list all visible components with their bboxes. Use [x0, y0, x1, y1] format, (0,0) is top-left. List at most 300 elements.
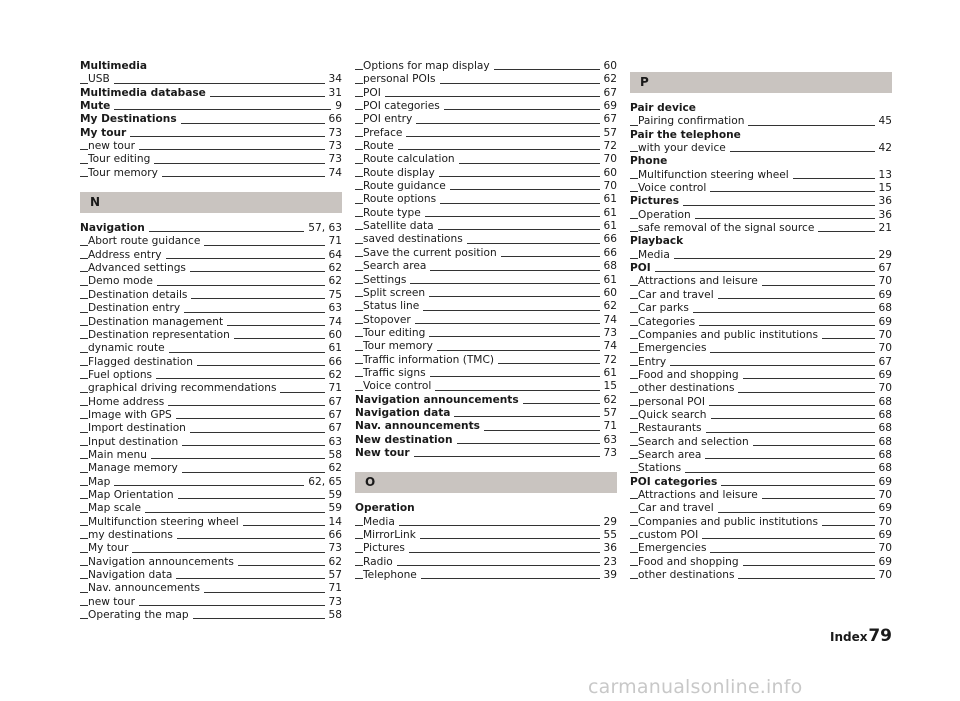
entry-term: Import destination [88, 422, 190, 435]
index-entry[interactable] [630, 262, 892, 275]
entry-term: POI categories [363, 100, 444, 113]
index-entry[interactable] [355, 354, 617, 367]
entry-page: 67 [325, 396, 342, 409]
entry-page: 69 [875, 289, 892, 302]
index-entry[interactable] [80, 569, 342, 582]
index-entry[interactable] [80, 356, 342, 369]
entry-term: Preface [363, 127, 406, 140]
entry-page: 68 [875, 409, 892, 422]
page-footer [810, 626, 892, 650]
index-entry[interactable] [355, 153, 617, 166]
index-entry[interactable] [355, 260, 617, 273]
index-entry[interactable] [630, 369, 892, 382]
index-entry[interactable] [80, 369, 342, 382]
entry-term: Stopover [363, 314, 415, 327]
entry-term: Quick search [638, 409, 711, 422]
entry-page: 72 [600, 354, 617, 367]
entry-term: Abort route guidance [88, 235, 204, 248]
watermark: carmanualsonline.info [588, 676, 803, 698]
entry-term: Traffic information (TMC) [363, 354, 498, 367]
entry-page: 69 [875, 502, 892, 515]
index-column-1 [80, 60, 342, 622]
entry-term: Restaurants [638, 422, 706, 435]
entry-term: Pair the telephone [630, 129, 745, 142]
entry-term: Multifunction steering wheel [88, 516, 243, 529]
index-entry[interactable] [355, 327, 617, 340]
entry-page: 61 [600, 274, 617, 287]
index-entry[interactable] [80, 422, 342, 435]
index-entry[interactable] [630, 396, 892, 409]
index-entry[interactable] [355, 542, 617, 555]
index-entry[interactable] [355, 127, 617, 140]
entry-page: 70 [875, 382, 892, 395]
index-entry[interactable] [630, 409, 892, 422]
index-entry[interactable] [80, 222, 342, 235]
entry-page: 69 [875, 556, 892, 569]
entry-term: personal POIs [363, 73, 440, 86]
entry-page: 62 [325, 462, 342, 475]
index-entry[interactable] [630, 129, 892, 142]
index-entry[interactable] [355, 100, 617, 113]
index-entry[interactable] [80, 60, 342, 73]
entry-page: 70 [875, 329, 892, 342]
entry-page: 66 [325, 529, 342, 542]
entry-term: New destination [355, 434, 457, 447]
entry-term: Search area [363, 260, 430, 273]
entry-term: Multifunction steering wheel [638, 169, 793, 182]
entry-term: new tour [88, 596, 139, 609]
entry-term: Nav. announcements [355, 420, 484, 433]
entry-page: 74 [325, 316, 342, 329]
entry-page: 57 [325, 569, 342, 582]
index-entry[interactable] [630, 235, 892, 248]
entry-page: 60 [600, 287, 617, 300]
index-entry[interactable] [355, 233, 617, 246]
index-entry[interactable] [80, 529, 342, 542]
entry-page: 59 [325, 489, 342, 502]
index-entry[interactable] [355, 420, 617, 433]
entry-page: 23 [600, 556, 617, 569]
entry-page: 13 [875, 169, 892, 182]
index-entry[interactable] [80, 476, 342, 489]
entry-term: other destinations [638, 569, 738, 582]
index-entry[interactable] [355, 140, 617, 153]
entry-page: 34 [325, 73, 342, 86]
entry-page: 68 [875, 449, 892, 462]
index-entry[interactable] [80, 302, 342, 315]
entry-page: 61 [600, 193, 617, 206]
entry-term: Route type [363, 207, 425, 220]
index-entry[interactable] [355, 193, 617, 206]
entry-term: Home address [88, 396, 168, 409]
entry-page: 21 [875, 222, 892, 235]
index-entry[interactable] [630, 182, 892, 195]
index-entry[interactable] [80, 87, 342, 100]
entry-page: 61 [325, 342, 342, 355]
entry-term: Operation [355, 502, 419, 515]
entry-page: 61 [600, 220, 617, 233]
index-entry[interactable] [355, 220, 617, 233]
entry-term: Address entry [88, 249, 166, 262]
entry-page: 69 [875, 476, 892, 489]
index-entry[interactable] [80, 502, 342, 515]
page-number: 79 [868, 626, 892, 646]
entry-page: 68 [875, 462, 892, 475]
leader-line [630, 271, 892, 272]
index-entry[interactable] [630, 222, 892, 235]
index-entry[interactable] [630, 529, 892, 542]
index-entry[interactable] [80, 100, 342, 113]
entry-term: Tour memory [363, 340, 437, 353]
index-entry[interactable] [355, 180, 617, 193]
entry-page: 36 [875, 195, 892, 208]
index-entry[interactable] [80, 596, 342, 609]
index-entry[interactable] [355, 247, 617, 260]
entry-page: 61 [600, 367, 617, 380]
index-entry[interactable] [630, 489, 892, 502]
entry-term: personal POI [638, 396, 709, 409]
entry-page: 73 [325, 140, 342, 153]
entry-term: Navigation data [355, 407, 454, 420]
index-entry[interactable] [80, 329, 342, 342]
entry-term: Companies and public institutions [638, 329, 822, 342]
entry-term: Route guidance [363, 180, 450, 193]
entry-term: Route calculation [363, 153, 459, 166]
entry-page: 70 [875, 275, 892, 288]
index-entry[interactable] [80, 542, 342, 555]
entry-term: Car and travel [638, 289, 718, 302]
index-entry[interactable] [630, 155, 892, 168]
index-entry[interactable] [630, 195, 892, 208]
entry-term: Split screen [363, 287, 429, 300]
entry-page: 70 [875, 569, 892, 582]
index-entry[interactable] [80, 275, 342, 288]
index-entry[interactable] [630, 115, 892, 128]
index-entry[interactable] [80, 167, 342, 180]
index-entry[interactable] [80, 249, 342, 262]
entry-page: 73 [325, 596, 342, 609]
index-entry[interactable] [80, 582, 342, 595]
entry-term: Pair device [630, 102, 700, 115]
entry-term: Media [638, 249, 674, 262]
entry-page: 62 [600, 73, 617, 86]
entry-page: 57 [600, 407, 617, 420]
entry-page: 39 [600, 569, 617, 582]
entry-page: 68 [875, 422, 892, 435]
leader-line [355, 96, 617, 97]
entry-page: 70 [600, 153, 617, 166]
index-entry[interactable] [80, 489, 342, 502]
entry-page: 29 [875, 249, 892, 262]
index-entry[interactable] [80, 396, 342, 409]
index-entry[interactable] [80, 556, 342, 569]
entry-page: 62 [325, 275, 342, 288]
entry-term: Search area [638, 449, 705, 462]
entry-page: 70 [875, 516, 892, 529]
index-entry[interactable] [355, 113, 617, 126]
index-entry[interactable] [630, 142, 892, 155]
entry-page: 66 [600, 247, 617, 260]
index-entry[interactable] [80, 609, 342, 622]
index-entry[interactable] [355, 380, 617, 393]
index-entry[interactable] [80, 113, 342, 126]
entry-page: 75 [325, 289, 342, 302]
index-entry[interactable] [630, 382, 892, 395]
index-entry[interactable] [630, 436, 892, 449]
index-entry[interactable] [630, 289, 892, 302]
index-entry[interactable] [355, 300, 617, 313]
index-entry[interactable] [630, 476, 892, 489]
entry-term: new tour [88, 140, 139, 153]
entry-page: 68 [875, 436, 892, 449]
index-entry[interactable] [80, 289, 342, 302]
index-entry[interactable] [80, 235, 342, 248]
entry-page: 71 [325, 235, 342, 248]
entry-page: 45 [875, 115, 892, 128]
entry-term: Satellite data [363, 220, 438, 233]
entry-page: 67 [325, 409, 342, 422]
entry-page: 70 [875, 342, 892, 355]
entry-term: Pairing confirmation [638, 115, 748, 128]
section-letter: P [630, 72, 892, 93]
entry-term: Entry [638, 356, 670, 369]
entry-page: 69 [875, 316, 892, 329]
index-entry[interactable] [355, 60, 617, 73]
index-entry[interactable] [80, 409, 342, 422]
entry-page: 64 [325, 249, 342, 262]
index-entry[interactable] [355, 556, 617, 569]
entry-term: Map [88, 476, 114, 489]
index-entry[interactable] [355, 207, 617, 220]
index-entry[interactable] [630, 249, 892, 262]
entry-page: 63 [600, 434, 617, 447]
entry-term: Telephone [363, 569, 421, 582]
entry-term: my destinations [88, 529, 177, 542]
index-column-3 [630, 60, 892, 582]
index-entry[interactable] [80, 449, 342, 462]
entry-page: 59 [325, 502, 342, 515]
index-entry[interactable] [355, 434, 617, 447]
entry-term: POI [630, 262, 655, 275]
entry-page: 15 [600, 380, 617, 393]
entry-page: 67 [600, 87, 617, 100]
entry-term: My tour [88, 542, 132, 555]
entry-term: Emergencies [638, 342, 710, 355]
entry-term: Navigation announcements [355, 394, 523, 407]
index-entry[interactable] [630, 449, 892, 462]
index-entry[interactable] [630, 516, 892, 529]
entry-term: Map Orientation [88, 489, 178, 502]
entry-term: Save the current position [363, 247, 501, 260]
entry-page: 67 [325, 422, 342, 435]
index-entry[interactable] [355, 287, 617, 300]
index-entry[interactable] [80, 462, 342, 475]
entry-term: MirrorLink [363, 529, 420, 542]
entry-term: Pictures [630, 195, 683, 208]
section-letter: N [80, 192, 342, 213]
index-entry[interactable] [630, 316, 892, 329]
index-entry[interactable] [355, 569, 617, 582]
entry-page: 67 [875, 262, 892, 275]
entry-page: 73 [325, 542, 342, 555]
entry-term: Voice control [638, 182, 710, 195]
index-entry[interactable] [80, 516, 342, 529]
index-entry[interactable] [355, 394, 617, 407]
entry-page: 60 [600, 167, 617, 180]
index-entry[interactable] [80, 73, 342, 86]
index-entry[interactable] [630, 102, 892, 115]
entry-term: Navigation data [88, 569, 176, 582]
index-entry[interactable] [630, 556, 892, 569]
entry-page: 68 [875, 302, 892, 315]
entry-page: 55 [600, 529, 617, 542]
entry-term: Route [363, 140, 398, 153]
entry-page: 62 [325, 556, 342, 569]
entry-page: 36 [600, 542, 617, 555]
entry-term: Options for map display [363, 60, 494, 73]
entry-page: 73 [325, 153, 342, 166]
leader-line [80, 109, 342, 110]
entry-term: graphical driving recommendations [88, 382, 280, 395]
entry-term: Destination representation [88, 329, 234, 342]
entry-term: Map scale [88, 502, 145, 515]
entry-page: 70 [600, 180, 617, 193]
entry-term: POI entry [363, 113, 416, 126]
entry-page: 42 [875, 142, 892, 155]
entry-page: 62 [600, 394, 617, 407]
entry-page: 62, 65 [304, 476, 342, 489]
index-entry[interactable] [80, 140, 342, 153]
entry-term: safe removal of the signal source [638, 222, 818, 235]
index-entry[interactable] [355, 274, 617, 287]
entry-page: 70 [875, 542, 892, 555]
entry-term: Main menu [88, 449, 151, 462]
entry-page: 62 [325, 262, 342, 275]
index-entry[interactable] [630, 356, 892, 369]
index-entry[interactable] [355, 502, 617, 515]
entry-term: Traffic signs [363, 367, 430, 380]
entry-term: My tour [80, 127, 130, 140]
index-entry[interactable] [355, 167, 617, 180]
entry-term: saved destinations [363, 233, 467, 246]
index-entry[interactable] [630, 502, 892, 515]
section-letter: O [355, 472, 617, 493]
index-entry[interactable] [630, 169, 892, 182]
index-entry[interactable] [355, 314, 617, 327]
entry-page: 60 [600, 60, 617, 73]
index-entry[interactable] [630, 569, 892, 582]
entry-term: Tour memory [88, 167, 162, 180]
entry-term: Navigation [80, 222, 149, 235]
index-entry[interactable] [80, 262, 342, 275]
entry-term: Tour editing [88, 153, 154, 166]
entry-page: 69 [875, 529, 892, 542]
index-entry[interactable] [80, 127, 342, 140]
entry-term: Demo mode [88, 275, 157, 288]
entry-page: 71 [325, 382, 342, 395]
index-entry[interactable] [80, 342, 342, 355]
entry-term: Car and travel [638, 502, 718, 515]
footer-section-label: Index [830, 630, 868, 644]
index-entry[interactable] [630, 422, 892, 435]
entry-term: Flagged destination [88, 356, 197, 369]
entry-page: 29 [600, 516, 617, 529]
index-entry[interactable] [630, 302, 892, 315]
index-entry[interactable] [630, 342, 892, 355]
entry-page: 63 [325, 302, 342, 315]
entry-page: 61 [600, 207, 617, 220]
entry-term: Settings [363, 274, 410, 287]
entry-page: 67 [875, 356, 892, 369]
entry-term: Image with GPS [88, 409, 176, 422]
index-entry[interactable] [80, 436, 342, 449]
entry-term: custom POI [638, 529, 702, 542]
entry-term: Categories [638, 316, 699, 329]
index-entry[interactable] [355, 529, 617, 542]
entry-page: 73 [600, 327, 617, 340]
index-entry[interactable] [630, 462, 892, 475]
entry-term: Food and shopping [638, 369, 743, 382]
entry-term: Playback [630, 235, 687, 248]
entry-term: Attractions and leisure [638, 275, 762, 288]
index-entry[interactable] [355, 407, 617, 420]
entry-page: 62 [325, 369, 342, 382]
index-column-2 [355, 60, 617, 582]
entry-term: Multimedia database [80, 87, 210, 100]
leader-line [80, 485, 342, 486]
entry-term: Emergencies [638, 542, 710, 555]
entry-term: Fuel options [88, 369, 156, 382]
index-entry[interactable] [80, 153, 342, 166]
index-entry[interactable] [630, 542, 892, 555]
index-entry[interactable] [80, 316, 342, 329]
entry-page: 66 [600, 233, 617, 246]
entry-term: New tour [355, 447, 414, 460]
entry-term: Tour editing [363, 327, 429, 340]
index-entry[interactable] [355, 340, 617, 353]
entry-page: 60 [325, 329, 342, 342]
index-entry[interactable] [355, 516, 617, 529]
index-entry[interactable] [355, 87, 617, 100]
index-entry[interactable] [355, 447, 617, 460]
index-entry[interactable] [355, 73, 617, 86]
entry-page: 57 [600, 127, 617, 140]
entry-page: 9 [331, 100, 342, 113]
index-entry[interactable] [630, 275, 892, 288]
entry-term: Food and shopping [638, 556, 743, 569]
entry-term: Multimedia [80, 60, 151, 73]
entry-term: Search and selection [638, 436, 753, 449]
index-entry[interactable] [630, 209, 892, 222]
entry-term: My Destinations [80, 113, 181, 126]
entry-page: 62 [600, 300, 617, 313]
entry-page: 58 [325, 609, 342, 622]
index-entry[interactable] [80, 382, 342, 395]
index-entry[interactable] [355, 367, 617, 380]
entry-term: Pictures [363, 542, 409, 555]
entry-page: 69 [600, 100, 617, 113]
entry-term: Route options [363, 193, 440, 206]
entry-page: 57, 63 [304, 222, 342, 235]
entry-page: 68 [600, 260, 617, 273]
entry-term: Destination details [88, 289, 191, 302]
entry-term: dynamic route [88, 342, 169, 355]
entry-term: Nav. announcements [88, 582, 204, 595]
index-entry[interactable] [630, 329, 892, 342]
entry-term: Attractions and leisure [638, 489, 762, 502]
entry-page: 67 [600, 113, 617, 126]
entry-term: with your device [638, 142, 730, 155]
